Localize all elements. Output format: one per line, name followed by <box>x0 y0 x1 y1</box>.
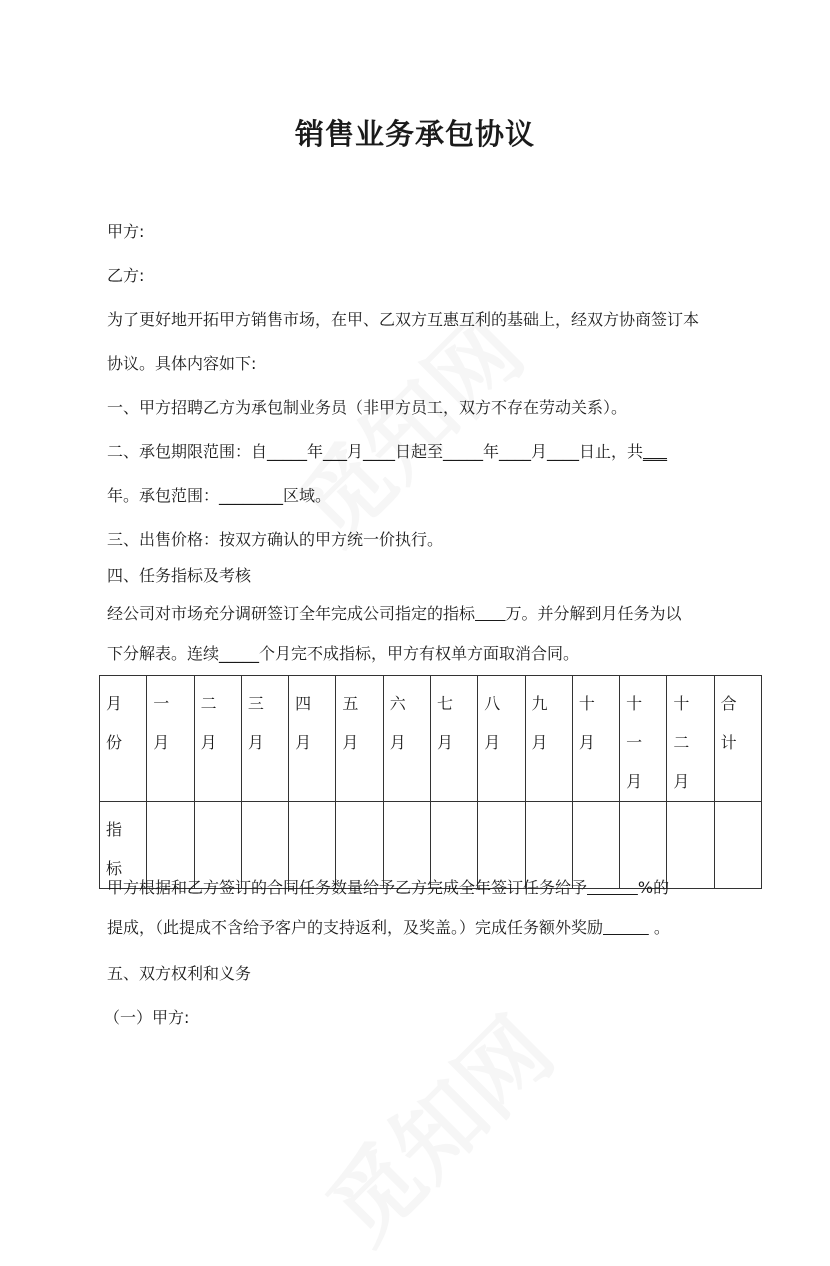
month-header-label: 月份 <box>106 694 123 752</box>
commission-line-1 <box>107 878 669 898</box>
table-header-row <box>100 676 762 802</box>
table-cell <box>336 676 383 802</box>
table-cell <box>289 676 336 802</box>
target-cell[interactable] <box>336 802 383 889</box>
target-amount-blank <box>475 604 506 623</box>
month-label: 七月 <box>436 694 453 752</box>
total-label: 合计 <box>720 694 737 752</box>
commission-line-2 <box>107 918 670 938</box>
commission-text-c: 提成，（此提成不含给予客户的支持返利，及奖盖。）完成任务额外奖励 <box>107 918 604 937</box>
table-cell <box>667 676 714 802</box>
month-label: 四月 <box>295 694 312 752</box>
clause-4-line-1 <box>107 604 682 624</box>
table-row <box>100 802 762 889</box>
clause-2-line-1 <box>107 442 667 462</box>
month-label: 五月 <box>342 694 359 752</box>
clause-4-text-b: 万。并分解到月任务为以 <box>505 604 682 623</box>
monthly-target-table <box>99 675 762 889</box>
target-cell[interactable] <box>525 802 572 889</box>
clause-4-line-2: 下分解表。连续_____个月完不成指标，甲方有权单方面取消合同。 <box>107 644 580 663</box>
month-label: 十二月 <box>673 694 690 791</box>
commission-text-d: 。 <box>648 918 670 937</box>
intro-line-2: 协议。具体内容如下: <box>107 354 257 373</box>
table-cell <box>100 676 147 802</box>
target-cell[interactable] <box>241 802 288 889</box>
target-cell[interactable] <box>620 802 667 889</box>
table-cell <box>430 676 477 802</box>
clause-2-text: 二、承包期限范围：自_____年___月____日起至_____年____月____日止，共 <box>107 442 644 461</box>
party-b-label: 乙方: <box>107 266 145 285</box>
clause-5-heading: 五、双方权利和义务 <box>107 964 252 983</box>
table-cell <box>194 676 241 802</box>
month-label: 十一月 <box>626 694 643 791</box>
table-cell <box>478 676 525 802</box>
target-cell[interactable] <box>289 802 336 889</box>
clause-3: 三、出售价格：按双方确认的甲方统一价执行。 <box>107 530 444 549</box>
month-label: 九月 <box>531 694 548 752</box>
clause-1: 一、甲方招聘乙方为承包制业务员（非甲方员工，双方不存在劳动关系）。 <box>107 398 628 417</box>
commission-text-b: %的 <box>637 878 670 897</box>
target-cell[interactable] <box>430 802 477 889</box>
table-cell <box>383 676 430 802</box>
document-title: 销售业务承包协议 <box>294 117 535 151</box>
target-cell[interactable] <box>478 802 525 889</box>
table-cell <box>572 676 619 802</box>
target-cell[interactable] <box>383 802 430 889</box>
table-cell <box>714 676 761 802</box>
table-cell <box>620 676 667 802</box>
table-cell <box>241 676 288 802</box>
bonus-blank <box>603 918 649 937</box>
clause-2-years-blank: ___ <box>643 442 668 461</box>
target-cell[interactable] <box>572 802 619 889</box>
commission-text-a: 甲方根据和乙方签订的合同任务数量给予乙方完成全年签订任务给予 <box>107 878 588 897</box>
watermark <box>294 984 577 1266</box>
clause-4-text-a: 经公司对市场充分调研签订全年完成公司指定的指标 <box>107 604 476 623</box>
month-label: 八月 <box>484 694 501 752</box>
month-label: 二月 <box>200 694 217 752</box>
month-label: 三月 <box>247 694 264 752</box>
target-cell[interactable] <box>194 802 241 889</box>
clause-5-sub-1: （一）甲方: <box>104 1008 190 1027</box>
target-cell[interactable] <box>147 802 194 889</box>
table-cell <box>525 676 572 802</box>
commission-percent-blank <box>587 878 638 897</box>
intro-line-1: 为了更好地开拓甲方销售市场，在甲、乙双方互惠互利的基础上，经双方协商签订本 <box>107 310 700 329</box>
clause-2-line-2: 年。承包范围：________区域。 <box>107 486 332 505</box>
table-cell <box>147 676 194 802</box>
month-label: 一月 <box>153 694 170 752</box>
clause-4-heading: 四、任务指标及考核 <box>107 566 252 585</box>
party-a-label: 甲方: <box>107 222 145 241</box>
table-cell <box>100 802 147 889</box>
month-label: 十月 <box>578 694 595 752</box>
target-cell[interactable] <box>667 802 714 889</box>
target-cell[interactable] <box>714 802 761 889</box>
target-row-label: 指标 <box>106 820 123 878</box>
month-label: 六月 <box>389 694 406 752</box>
